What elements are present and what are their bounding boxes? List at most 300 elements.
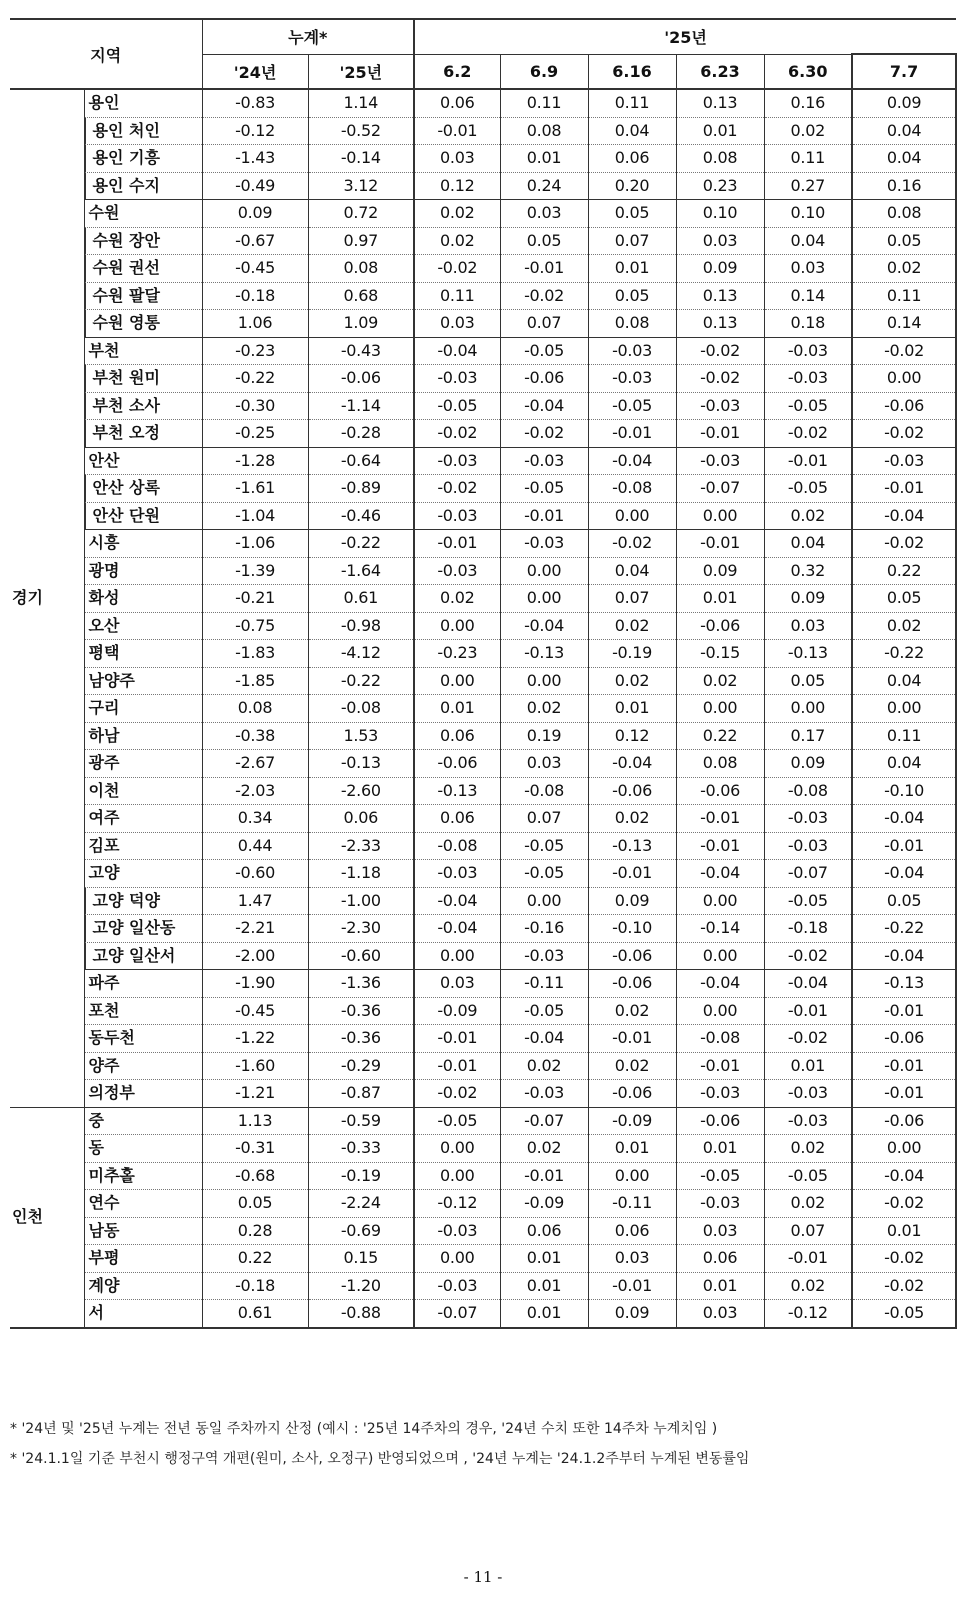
cumulative-cell: -0.22 (308, 667, 414, 695)
weekly-change-cell: 0.03 (676, 1217, 764, 1245)
weekly-change-cell: 0.01 (676, 117, 764, 145)
weekly-change-cell: -0.06 (588, 777, 676, 805)
col-header-week-latest: 7.7 (852, 54, 956, 89)
weekly-change-cell: 0.00 (852, 695, 956, 723)
region-label: 광명 (84, 557, 202, 585)
weekly-change-cell: 0.00 (588, 1162, 676, 1190)
weekly-change-cell: 0.00 (500, 667, 588, 695)
weekly-change-cell: 0.01 (588, 695, 676, 723)
cumulative-cell: -0.30 (202, 392, 308, 420)
weekly-change-cell: 0.06 (414, 89, 500, 117)
weekly-change-cell: 0.03 (764, 612, 852, 640)
region-label: 부천 (84, 337, 202, 365)
table-row (10, 887, 956, 915)
cumulative-cell: -0.23 (202, 337, 308, 365)
weekly-change-cell: -0.02 (764, 942, 852, 970)
weekly-change-cell: 0.02 (588, 1052, 676, 1080)
weekly-change-cell: -0.01 (500, 255, 588, 283)
weekly-change-cell: 0.02 (676, 667, 764, 695)
weekly-change-cell: -0.06 (852, 392, 956, 420)
weekly-change-cell: -0.05 (500, 860, 588, 888)
weekly-change-cell: 0.03 (500, 750, 588, 778)
cumulative-cell: -0.13 (308, 750, 414, 778)
table-row (10, 970, 956, 998)
weekly-change-cell: 0.02 (764, 502, 852, 530)
cumulative-cell: -0.25 (202, 420, 308, 448)
cumulative-cell: -0.98 (308, 612, 414, 640)
weekly-change-cell: 0.04 (588, 557, 676, 585)
weekly-change-cell: -0.01 (676, 805, 764, 833)
weekly-change-cell: 0.22 (676, 722, 764, 750)
table-row (10, 310, 956, 338)
table-row (10, 860, 956, 888)
weekly-change-cell: 0.07 (588, 585, 676, 613)
table-row (10, 722, 956, 750)
weekly-change-cell: -0.09 (588, 1107, 676, 1135)
table-row (10, 667, 956, 695)
weekly-change-cell: 0.07 (588, 227, 676, 255)
col-header-week: 6.30 (764, 54, 852, 89)
subregion-label: 수원 영통 (84, 310, 202, 338)
table-row (10, 997, 956, 1025)
cumulative-cell: -0.83 (202, 89, 308, 117)
weekly-change-cell: -0.02 (676, 337, 764, 365)
cumulative-cell: -1.18 (308, 860, 414, 888)
cumulative-cell: -0.22 (308, 530, 414, 558)
weekly-change-cell: -0.01 (852, 997, 956, 1025)
weekly-change-cell: 0.01 (500, 1245, 588, 1273)
table-row (10, 1217, 956, 1245)
weekly-change-cell: 0.02 (414, 200, 500, 228)
col-header-week: 6.9 (500, 54, 588, 89)
weekly-change-cell: 0.11 (852, 722, 956, 750)
weekly-change-cell: -0.08 (500, 777, 588, 805)
weekly-change-cell: -0.22 (852, 640, 956, 668)
weekly-change-cell: -0.06 (676, 612, 764, 640)
weekly-change-cell: -0.02 (764, 420, 852, 448)
cumulative-cell: 0.06 (308, 805, 414, 833)
cumulative-cell: -0.87 (308, 1080, 414, 1108)
weekly-change-cell: -0.02 (588, 530, 676, 558)
weekly-change-cell: -0.10 (852, 777, 956, 805)
weekly-change-cell: 0.11 (588, 89, 676, 117)
weekly-change-cell: 0.00 (588, 502, 676, 530)
weekly-change-cell: -0.03 (764, 365, 852, 393)
weekly-change-cell: 0.23 (676, 172, 764, 200)
weekly-change-cell: 0.14 (764, 282, 852, 310)
cumulative-cell: 0.44 (202, 832, 308, 860)
cumulative-cell: -1.22 (202, 1025, 308, 1053)
table-row (10, 1300, 956, 1328)
weekly-change-cell: 0.16 (764, 89, 852, 117)
weekly-change-cell: -0.02 (852, 1245, 956, 1273)
weekly-change-cell: -0.23 (414, 640, 500, 668)
table-row (10, 255, 956, 283)
cumulative-cell: -1.21 (202, 1080, 308, 1108)
table-body (10, 89, 956, 1328)
weekly-change-cell: -0.02 (852, 530, 956, 558)
weekly-change-cell: 0.02 (764, 1190, 852, 1218)
weekly-change-cell: -0.04 (414, 915, 500, 943)
cumulative-cell: -0.14 (308, 145, 414, 173)
cumulative-cell: -0.49 (202, 172, 308, 200)
table-row (10, 777, 956, 805)
weekly-change-cell: 0.09 (676, 557, 764, 585)
table-row (10, 365, 956, 393)
region-label: 양주 (84, 1052, 202, 1080)
region-label: 오산 (84, 612, 202, 640)
cumulative-cell: -0.36 (308, 997, 414, 1025)
weekly-change-cell: -0.03 (500, 942, 588, 970)
weekly-change-cell: 0.01 (500, 1300, 588, 1328)
weekly-change-cell: 0.00 (500, 557, 588, 585)
weekly-change-cell: 0.00 (676, 997, 764, 1025)
weekly-change-cell: -0.06 (588, 942, 676, 970)
weekly-change-cell: -0.01 (852, 475, 956, 503)
weekly-change-cell: -0.09 (414, 997, 500, 1025)
weekly-change-cell: -0.06 (588, 1080, 676, 1108)
cumulative-cell: -4.12 (308, 640, 414, 668)
weekly-change-cell: -0.01 (588, 1025, 676, 1053)
weekly-change-cell: 0.03 (414, 970, 500, 998)
weekly-change-cell: 0.01 (414, 695, 500, 723)
subregion-label: 수원 장안 (84, 227, 202, 255)
cumulative-cell: -0.08 (308, 695, 414, 723)
col-header-24: '24년 (202, 54, 308, 89)
weekly-change-cell: -0.05 (500, 475, 588, 503)
weekly-change-cell: 0.09 (588, 1300, 676, 1328)
weekly-change-cell: -0.08 (414, 832, 500, 860)
weekly-change-cell: 0.08 (588, 310, 676, 338)
region-label: 의정부 (84, 1080, 202, 1108)
table-row (10, 1052, 956, 1080)
weekly-change-cell: 0.00 (414, 667, 500, 695)
weekly-change-cell: -0.01 (414, 1025, 500, 1053)
cumulative-cell: -1.04 (202, 502, 308, 530)
cumulative-cell: 1.47 (202, 887, 308, 915)
region-label: 중 (84, 1107, 202, 1135)
table-row (10, 145, 956, 173)
weekly-change-cell: -0.08 (676, 1025, 764, 1053)
weekly-change-cell: 0.01 (500, 1272, 588, 1300)
region-label: 광주 (84, 750, 202, 778)
weekly-change-cell: -0.16 (500, 915, 588, 943)
region-label: 화성 (84, 585, 202, 613)
weekly-change-cell: 0.27 (764, 172, 852, 200)
price-change-table (10, 18, 957, 1329)
weekly-change-cell: 0.06 (500, 1217, 588, 1245)
weekly-change-cell: 0.05 (852, 227, 956, 255)
table-row (10, 557, 956, 585)
cumulative-cell: -2.24 (308, 1190, 414, 1218)
weekly-change-cell: 0.00 (414, 612, 500, 640)
subregion-label: 용인 수지 (84, 172, 202, 200)
cumulative-cell: -2.00 (202, 942, 308, 970)
cumulative-cell: -2.03 (202, 777, 308, 805)
weekly-change-cell: -0.19 (588, 640, 676, 668)
weekly-change-cell: -0.04 (852, 502, 956, 530)
cumulative-cell: -0.68 (202, 1162, 308, 1190)
weekly-change-cell: 0.05 (764, 667, 852, 695)
weekly-change-cell: -0.03 (676, 1190, 764, 1218)
table-row (10, 447, 956, 475)
weekly-change-cell: 0.14 (852, 310, 956, 338)
weekly-change-cell: 0.18 (764, 310, 852, 338)
weekly-change-cell: -0.04 (764, 970, 852, 998)
cumulative-cell: 0.61 (308, 585, 414, 613)
weekly-change-cell: -0.01 (414, 117, 500, 145)
subregion-label: 용인 처인 (84, 117, 202, 145)
weekly-change-cell: -0.09 (500, 1190, 588, 1218)
weekly-change-cell: -0.03 (414, 1217, 500, 1245)
weekly-change-cell: -0.01 (500, 502, 588, 530)
weekly-change-cell: -0.02 (500, 420, 588, 448)
weekly-change-cell: -0.02 (852, 420, 956, 448)
cumulative-cell: 0.34 (202, 805, 308, 833)
weekly-change-cell: -0.03 (588, 365, 676, 393)
cumulative-cell: -0.46 (308, 502, 414, 530)
region-label: 서 (84, 1300, 202, 1328)
weekly-change-cell: -0.06 (588, 970, 676, 998)
weekly-change-cell: -0.02 (852, 1190, 956, 1218)
cumulative-cell: -0.19 (308, 1162, 414, 1190)
weekly-change-cell: -0.04 (852, 942, 956, 970)
weekly-change-cell: -0.04 (852, 860, 956, 888)
weekly-change-cell: -0.02 (676, 365, 764, 393)
weekly-change-cell: -0.02 (414, 255, 500, 283)
cumulative-cell: -2.33 (308, 832, 414, 860)
weekly-change-cell: -0.07 (500, 1107, 588, 1135)
cumulative-cell: 0.05 (202, 1190, 308, 1218)
weekly-change-cell: -0.02 (414, 1080, 500, 1108)
table-row (10, 227, 956, 255)
weekly-change-cell: -0.11 (500, 970, 588, 998)
weekly-change-cell: 0.11 (764, 145, 852, 173)
region-label: 수원 (84, 200, 202, 228)
weekly-change-cell: 0.22 (852, 557, 956, 585)
col-header-week: 6.16 (588, 54, 676, 89)
cumulative-cell: -0.06 (308, 365, 414, 393)
weekly-change-cell: 0.02 (588, 612, 676, 640)
weekly-change-cell: -0.01 (676, 420, 764, 448)
weekly-change-cell: 0.01 (676, 1135, 764, 1163)
weekly-change-cell: -0.08 (764, 777, 852, 805)
weekly-change-cell: 0.06 (588, 145, 676, 173)
weekly-change-cell: 0.03 (676, 1300, 764, 1328)
cumulative-cell: -0.38 (202, 722, 308, 750)
weekly-change-cell: 0.08 (500, 117, 588, 145)
cumulative-cell: -0.22 (202, 365, 308, 393)
weekly-change-cell: -0.13 (588, 832, 676, 860)
weekly-change-cell: -0.04 (852, 805, 956, 833)
weekly-change-cell: -0.18 (764, 915, 852, 943)
weekly-change-cell: 0.00 (764, 695, 852, 723)
cumulative-cell: -1.85 (202, 667, 308, 695)
cumulative-cell: -1.83 (202, 640, 308, 668)
cumulative-cell: 0.09 (202, 200, 308, 228)
weekly-change-cell: -0.15 (676, 640, 764, 668)
weekly-change-cell: 0.03 (414, 145, 500, 173)
cumulative-cell: -0.59 (308, 1107, 414, 1135)
province-label: 경기 (10, 89, 84, 1107)
weekly-change-cell: 0.02 (764, 1272, 852, 1300)
weekly-change-cell: 0.04 (852, 117, 956, 145)
weekly-change-cell: 0.00 (414, 1245, 500, 1273)
region-label: 파주 (84, 970, 202, 998)
weekly-change-cell: -0.22 (852, 915, 956, 943)
weekly-change-cell: 0.11 (414, 282, 500, 310)
col-header-25: '25년 (308, 54, 414, 89)
weekly-change-cell: 0.02 (764, 1135, 852, 1163)
weekly-change-cell: -0.12 (764, 1300, 852, 1328)
weekly-change-cell: 0.05 (852, 887, 956, 915)
cumulative-cell: 0.15 (308, 1245, 414, 1273)
cumulative-cell: -1.36 (308, 970, 414, 998)
table-row (10, 392, 956, 420)
table-row (10, 1107, 956, 1135)
weekly-change-cell: 0.11 (852, 282, 956, 310)
weekly-change-cell: 0.13 (676, 89, 764, 117)
weekly-change-cell: -0.03 (676, 1080, 764, 1108)
cumulative-cell: -0.67 (202, 227, 308, 255)
weekly-change-cell: 0.00 (676, 502, 764, 530)
region-label: 시흥 (84, 530, 202, 558)
region-label: 하남 (84, 722, 202, 750)
table-row (10, 750, 956, 778)
weekly-change-cell: 0.17 (764, 722, 852, 750)
weekly-change-cell: -0.03 (414, 365, 500, 393)
weekly-change-cell: -0.01 (414, 530, 500, 558)
cumulative-cell: -1.00 (308, 887, 414, 915)
weekly-change-cell: 0.05 (852, 585, 956, 613)
weekly-change-cell: -0.07 (414, 1300, 500, 1328)
region-label: 안산 (84, 447, 202, 475)
cumulative-cell: -1.39 (202, 557, 308, 585)
table-row (10, 1272, 956, 1300)
weekly-change-cell: 0.03 (764, 255, 852, 283)
cumulative-cell: -1.60 (202, 1052, 308, 1080)
weekly-change-cell: -0.11 (588, 1190, 676, 1218)
year25-header: '25년 (414, 19, 956, 54)
region-label: 남동 (84, 1217, 202, 1245)
cumulative-cell: -0.60 (202, 860, 308, 888)
cumulative-cell: 1.13 (202, 1107, 308, 1135)
weekly-change-cell: -0.01 (852, 1080, 956, 1108)
col-header-week: 6.23 (676, 54, 764, 89)
cumulative-cell: -0.64 (308, 447, 414, 475)
weekly-change-cell: 0.09 (764, 750, 852, 778)
subregion-label: 안산 상록 (84, 475, 202, 503)
weekly-change-cell: 0.02 (500, 1135, 588, 1163)
weekly-change-cell: 0.03 (500, 200, 588, 228)
weekly-change-cell: -0.01 (414, 1052, 500, 1080)
weekly-change-cell: -0.06 (500, 365, 588, 393)
weekly-change-cell: 0.01 (764, 1052, 852, 1080)
cumulative-cell: -0.69 (308, 1217, 414, 1245)
weekly-change-cell: 0.08 (676, 750, 764, 778)
weekly-change-cell: -0.04 (500, 612, 588, 640)
weekly-change-cell: -0.02 (852, 337, 956, 365)
weekly-change-cell: -0.01 (764, 997, 852, 1025)
weekly-change-cell: 0.32 (764, 557, 852, 585)
region-label: 평택 (84, 640, 202, 668)
cumulative-cell: -0.89 (308, 475, 414, 503)
weekly-change-cell: -0.03 (764, 805, 852, 833)
weekly-change-cell: -0.01 (852, 1052, 956, 1080)
weekly-change-cell: 0.00 (414, 942, 500, 970)
price-change-table-container (10, 18, 956, 1329)
weekly-change-cell: -0.01 (500, 1162, 588, 1190)
weekly-change-cell: 0.20 (588, 172, 676, 200)
weekly-change-cell: 0.12 (588, 722, 676, 750)
weekly-change-cell: -0.01 (588, 420, 676, 448)
cumulative-header: 누계* (202, 19, 414, 54)
table-row (10, 337, 956, 365)
weekly-change-cell: -0.04 (500, 1025, 588, 1053)
weekly-change-cell: -0.05 (414, 1107, 500, 1135)
weekly-change-cell: 0.09 (852, 89, 956, 117)
subregion-label: 고양 일산동 (84, 915, 202, 943)
weekly-change-cell: -0.03 (414, 1272, 500, 1300)
weekly-change-cell: -0.05 (852, 1300, 956, 1328)
table-row (10, 695, 956, 723)
weekly-change-cell: 0.04 (852, 145, 956, 173)
weekly-change-cell: 0.04 (764, 227, 852, 255)
weekly-change-cell: -0.06 (676, 1107, 764, 1135)
weekly-change-cell: -0.04 (852, 1162, 956, 1190)
table-row (10, 832, 956, 860)
weekly-change-cell: 0.02 (588, 805, 676, 833)
weekly-change-cell: -0.02 (414, 420, 500, 448)
weekly-change-cell: -0.05 (676, 1162, 764, 1190)
weekly-change-cell: -0.12 (414, 1190, 500, 1218)
footnote-2: * '24.1.1일 기준 부천시 행정구역 개편(원미, 소사, 오정구) 반영되었으며 , '24년 누계는 '24.1.2주부터 누계된 변동률임 (10, 1451, 750, 1467)
weekly-change-cell: -0.07 (764, 860, 852, 888)
weekly-change-cell: -0.13 (764, 640, 852, 668)
weekly-change-cell: 0.08 (852, 200, 956, 228)
table-row (10, 502, 956, 530)
cumulative-cell: 0.68 (308, 282, 414, 310)
table-row (10, 282, 956, 310)
cumulative-cell: -1.64 (308, 557, 414, 585)
table-row (10, 530, 956, 558)
cumulative-cell: -0.60 (308, 942, 414, 970)
cumulative-cell: 0.28 (202, 1217, 308, 1245)
weekly-change-cell: 0.02 (500, 695, 588, 723)
table-row (10, 1025, 956, 1053)
weekly-change-cell: -0.05 (414, 392, 500, 420)
cumulative-cell: -1.28 (202, 447, 308, 475)
weekly-change-cell: 0.12 (414, 172, 500, 200)
weekly-change-cell: -0.13 (414, 777, 500, 805)
weekly-change-cell: 0.02 (588, 997, 676, 1025)
cumulative-cell: 0.08 (202, 695, 308, 723)
table-row (10, 200, 956, 228)
region-label: 여주 (84, 805, 202, 833)
weekly-change-cell: 0.04 (588, 117, 676, 145)
weekly-change-cell: -0.03 (414, 557, 500, 585)
weekly-change-cell: 0.01 (852, 1217, 956, 1245)
table-row (10, 915, 956, 943)
weekly-change-cell: -0.03 (676, 447, 764, 475)
weekly-change-cell: 0.00 (500, 887, 588, 915)
weekly-change-cell: 0.11 (500, 89, 588, 117)
weekly-change-cell: -0.01 (588, 1272, 676, 1300)
region-label: 연수 (84, 1190, 202, 1218)
cumulative-cell: 0.22 (202, 1245, 308, 1273)
weekly-change-cell: 0.05 (588, 200, 676, 228)
table-row (10, 420, 956, 448)
